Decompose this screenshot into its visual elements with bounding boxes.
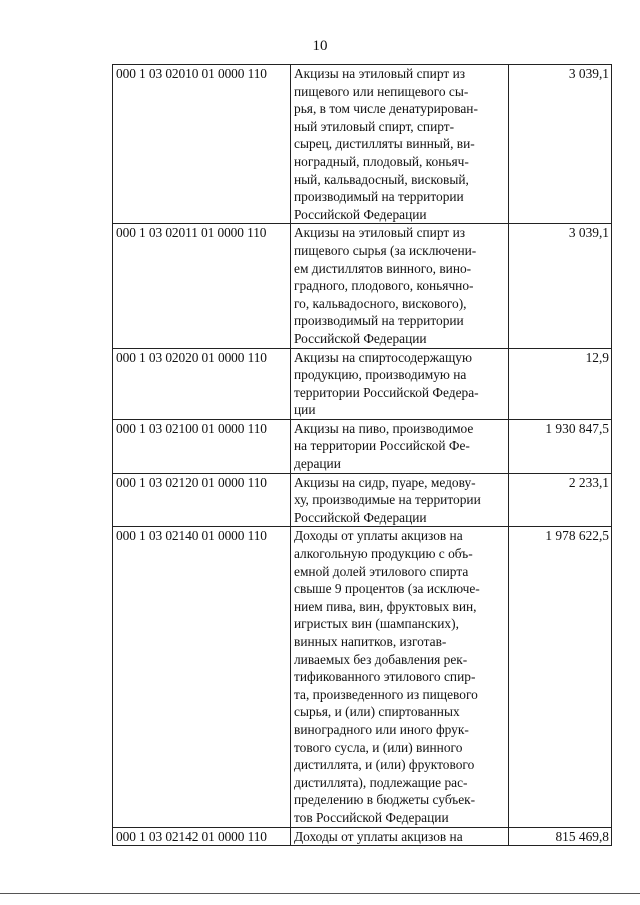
description-line: Доходы от уплаты акцизов на	[294, 828, 463, 844]
revenue-table	[112, 64, 612, 846]
description-line: ный, кальвадосный, висковый,	[294, 171, 469, 187]
description-line: территории Российской Федера-	[294, 384, 479, 400]
description-line: производимый на территории	[294, 313, 464, 329]
table-row	[113, 419, 612, 473]
description-line: ху, производимые на территории	[294, 492, 481, 508]
description-line: сырец, дистилляты винный, ви-	[294, 136, 475, 152]
description-line: Российской Федерации	[294, 509, 427, 525]
description-line: ливаемых без добавления рек-	[294, 651, 468, 667]
description-line: градного, плодового, коньячно-	[294, 278, 474, 294]
description-cell	[291, 419, 509, 473]
description-line: ный этиловый спирт, спирт-	[294, 118, 455, 134]
table-row	[113, 527, 612, 827]
description-line: пищевого или непищевого сы-	[294, 83, 469, 99]
budget-code-cell: 000 1 03 02140 01 0000 110	[113, 527, 291, 827]
description-line: свыше 9 процентов (за исключе-	[294, 581, 480, 597]
description-line: ции	[294, 402, 316, 418]
description-line: Российской Федерации	[294, 330, 427, 346]
description-line: нием пива, вин, фруктовых вин,	[294, 598, 477, 614]
description-line: продукцию, производимую на	[294, 367, 467, 383]
page-number: 10	[312, 38, 328, 54]
description-line: Акцизы на спиртосодержащую	[294, 349, 473, 365]
description-cell	[291, 827, 509, 846]
description-line: производимый на территории	[294, 189, 464, 205]
budget-code-cell: 000 1 03 02120 01 0000 110	[113, 473, 291, 527]
description-line: пищевого сырья (за исключени-	[294, 242, 477, 258]
description-line: рья, в том числе денатурирован-	[294, 101, 478, 117]
description-line: Акцизы на этиловый спирт из	[294, 225, 466, 241]
description-cell	[291, 224, 509, 348]
description-line: игристых вин (шампанских),	[294, 616, 459, 632]
description-line: го, кальвадосного, вискового),	[294, 295, 467, 311]
description-cell	[291, 473, 509, 527]
description-line: тификованного этилового спир-	[294, 669, 476, 685]
description-line: винных напитков, изготав-	[294, 634, 447, 649]
description-line: Российской Федерации	[294, 206, 427, 222]
description-line: тового сусла, и (или) винного	[294, 739, 463, 755]
description-line: емной долей этилового спирта	[294, 563, 469, 579]
amount-cell: 3 039,1	[509, 65, 612, 224]
table-row	[113, 65, 612, 224]
budget-code-cell: 000 1 03 02020 01 0000 110	[113, 348, 291, 419]
budget-code-cell: 000 1 03 02142 01 0000 110	[113, 827, 291, 846]
description-line: ем дистиллятов винного, вино-	[294, 260, 472, 276]
description-line: дерации	[294, 456, 341, 472]
description-line: дистиллята), подлежащие рас-	[294, 774, 468, 790]
description-cell	[291, 65, 509, 224]
amount-cell: 3 039,1	[509, 224, 612, 348]
budget-code-cell: 000 1 03 02011 01 0000 110	[113, 224, 291, 348]
amount-cell: 1 930 847,5	[509, 419, 612, 473]
description-line: ноградный, плодовый, коньяч-	[294, 153, 469, 169]
description-line: Акцизы на этиловый спирт из	[294, 66, 466, 81]
description-cell	[291, 527, 509, 827]
budget-code-cell: 000 1 03 02100 01 0000 110	[113, 419, 291, 473]
description-line: тов Российской Федерации	[294, 809, 449, 825]
description-line: та, произведенного из пищевого	[294, 686, 478, 702]
amount-cell: 815 469,8	[509, 827, 612, 846]
revenue-table-body	[113, 65, 612, 846]
description-line: виноградного или иного фрук-	[294, 721, 469, 737]
table-row	[113, 224, 612, 348]
table-row	[113, 348, 612, 419]
description-line: сырья, и (или) спиртованных	[294, 704, 460, 720]
description-line: алкогольную продукцию с объ-	[294, 546, 473, 562]
amount-cell: 12,9	[509, 348, 612, 419]
table-row	[113, 827, 612, 846]
budget-code-cell: 000 1 03 02010 01 0000 110	[113, 65, 291, 224]
description-line: Акцизы на сидр, пуаре, медову-	[294, 474, 476, 490]
description-line: на территории Российской Фе-	[294, 438, 470, 454]
description-line: Акцизы на пиво, производимое	[294, 420, 474, 436]
description-line: дистиллята, и (или) фруктового	[294, 757, 475, 773]
description-line: пределению в бюджеты субъек-	[294, 792, 476, 808]
table-row	[113, 473, 612, 527]
amount-cell: 2 233,1	[509, 473, 612, 527]
description-cell	[291, 348, 509, 419]
amount-cell: 1 978 622,5	[509, 527, 612, 827]
page-bottom-rule	[0, 893, 640, 894]
description-line: Доходы от уплаты акцизов на	[294, 528, 463, 544]
